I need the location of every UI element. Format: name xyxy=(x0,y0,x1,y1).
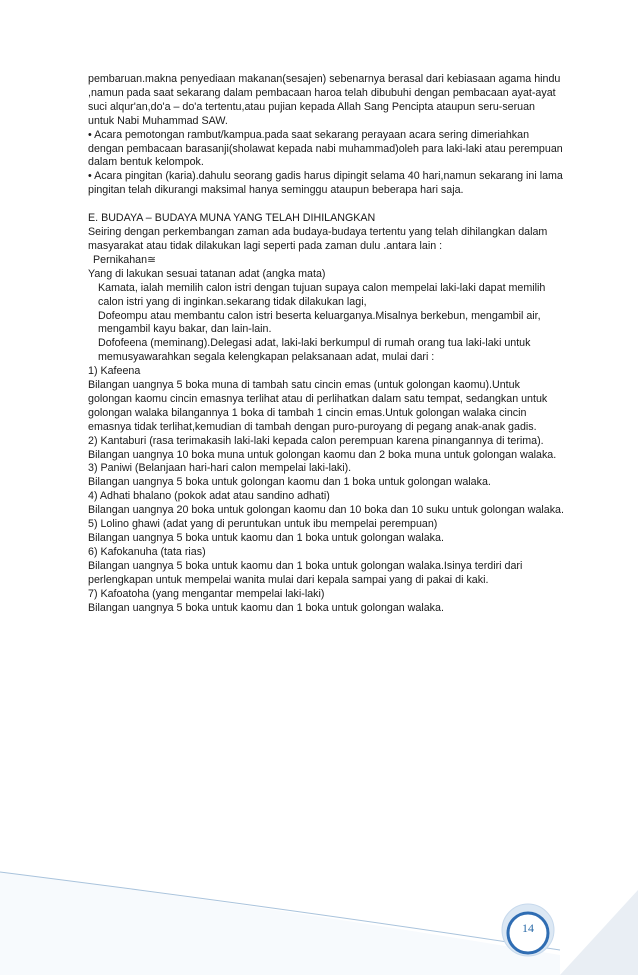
section-heading: E. BUDAYA – BUDAYA MUNA YANG TELAH DIHILANGKAN xyxy=(88,212,376,225)
paragraph-dofeompu: Dofeompu atau membantu calon istri beserta keluarganya.Misalnya berkebun, mengambil air, mengambil kayu bakar, dan lain-lain. xyxy=(98,309,541,336)
list-item-paniwi: 3) Paniwi (Belanjaan hari-hari calon mempelai laki-laki). xyxy=(88,462,352,475)
bullet-kampua: • Acara pemotongan rambut/kampua.pada saat sekarang perayaan acara sering dimeriahkan dengan pembacaan barasanji(sholawat kepada nabi muhammad)oleh para laki-laki atau perempuan dalam bentuk kelompok. xyxy=(88,128,563,169)
paragraph-tatanan: Yang di lakukan sesuai tatanan adat (angka mata) xyxy=(88,267,326,280)
list-item-kafoatoha: 7) Kafoatoha (yang mengantar mempelai laki-laki) xyxy=(88,587,325,600)
list-heading-pernikahan: Pernikahan≅ xyxy=(93,253,157,266)
list-detail-kafoatoha: Bilangan uangnya 5 boka untuk kaomu dan 1 boka untuk golongan walaka. xyxy=(88,601,444,614)
section-intro: Seiring dengan perkembangan zaman ada budaya-budaya tertentu yang telah dihilangkan dalam masyarakat atau tidak dilakukan lagi seperti pada zaman dulu .antara lain : xyxy=(88,226,548,252)
body-text xyxy=(88,73,564,615)
paragraph-haroa: pembaruan.makna penyediaan makanan(sesajen) sebenarnya berasal dari kebiasaan agama hindu ,namun pada saat sekarang dalam pembacaan haroa telah dibubuhi dengan pembacaan ayat-ayat suci alqur'an,do'a – do'a tertentu,atau pujian kepada Allah Sang Pencipta ataupun seru-seruan untuk Nabi Muhammad SAW. xyxy=(88,73,561,127)
list-item-kafeena: 1) Kafeena xyxy=(88,365,141,378)
list-detail-kafokanuha: Bilangan uangnya 5 boka untuk kaomu dan 1 boka untuk golongan walaka.Isinya terdiri dari perlengkapan untuk mempelai wanita mulai dari kepala sampai yang di pakai di kaki. xyxy=(88,559,523,586)
list-item-kantaburi: 2) Kantaburi (rasa terimakasih laki-laki kepada calon perempuan karena pinangannya di terima). xyxy=(88,434,544,447)
decorative-corner-curve xyxy=(0,872,560,975)
list-detail-kafeena: Bilangan uangnya 5 boka muna di tambah satu cincin emas (untuk golongan kaomu).Untuk golongan kaomu cincin emasnya terlihat atau di perlihatkan dalam satu tempat, sedangkan untuk golongan walaka bilangannya 1 boka di tambah 1 cincin emas.Untuk golongan walaka cincin emasnya tidak terlihat,kemudian di tambah dengan puro-puroyang di pegang anak-anak gadis. xyxy=(88,379,548,433)
bullet-karia: • Acara pingitan (karia).dahulu seorang gadis harus dipingit selama 40 hari,namun sekarang ini lama pingitan telah dikurangi maksimal hanya seminggu ataupun beberapa hari saja. xyxy=(88,170,563,197)
list-item-lolino-ghawi: 5) Lolino ghawi (adat yang di peruntukan untuk ibu mempelai perempuan) xyxy=(88,518,438,531)
list-detail-kantaburi: Bilangan uangnya 10 boka muna untuk golongan kaomu dan 2 boka muna untuk golongan walaka. xyxy=(88,448,557,461)
paragraph-dofofeena: Dofofeena (meminang).Delegasi adat, laki-laki berkumpul di rumah orang tua laki-laki untuk memusyawarahkan segala kelengkapan pelaksanaan adat, mulai dari : xyxy=(98,337,531,364)
page-number: 14 xyxy=(522,921,534,935)
list-detail-adhati-bhalano: Bilangan uangnya 20 boka untuk golongan kaomu dan 10 boka dan 10 suku untuk golongan walaka. xyxy=(88,504,564,517)
list-detail-lolino-ghawi: Bilangan uangnya 5 boka untuk kaomu dan 1 boka untuk golongan walaka. xyxy=(88,532,444,544)
list-item-adhati-bhalano: 4) Adhati bhalano (pokok adat atau sandino adhati) xyxy=(88,490,330,503)
decorative-shadow xyxy=(560,890,638,975)
list-detail-paniwi: Bilangan uangnya 5 boka untuk golongan kaomu dan 1 boka untuk golongan walaka. xyxy=(88,476,491,489)
paragraph-kamata: Kamata, ialah memilih calon istri dengan tujuan supaya calon mempelai laki-laki dapat memilih calon istri yang di inginkan.sekarang tidak dilakukan lagi, xyxy=(98,281,546,308)
list-item-kafokanuha: 6) Kafokanuha (tata rias) xyxy=(88,545,206,558)
